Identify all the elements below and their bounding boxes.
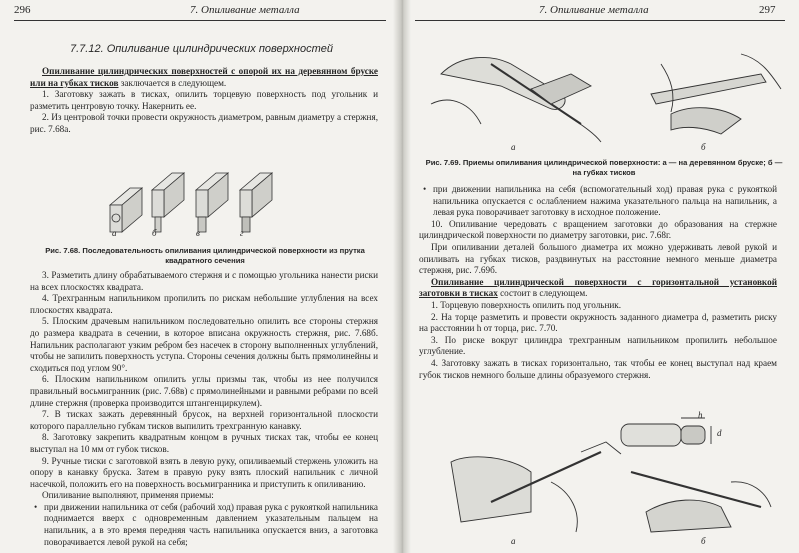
book-gutter [393,0,411,553]
step-7: 7. В тисках зажать деревянный брусок, на верхней горизонтальной плоскости которого параллельно губкам тисков выпилить трехгранную канавку. [30,409,378,431]
page-number-left: 296 [14,4,31,16]
vise-step-3: 3. По риске вокруг цилиндра трехгранным напильником пропилить небольшое углубление. [419,334,777,357]
left-page [0,0,393,553]
step-2: 2. Из центровой точки провести окружность диаметром, равным диаметру а стержня, рис. 7.68а. [30,112,378,134]
step-4: 4. Трехгранным напильником пропилить по рискам небольшие углубления на всех плоскостях квадрата. [30,293,378,315]
figure-7-68-caption: Рис. 7.68. Последовательность опиливания цилиндрической поверхности из прутка квадратного сечения [45,246,365,265]
intro-rest: заключается в следующем. [118,77,227,88]
intro-bold: Опиливание цилиндрических поверхностей с опорой их на деревянном бруске или на губках тисков [30,66,378,88]
header-rule-right [415,20,785,21]
bullet-return-stroke: • при движении напильника на себя (вспомогательный ход) правая рука с рукояткой напильника опускается с ослаблением нажима указательного пальца на напильник, а левая рука поворачивает заготовку в исходное положение. [419,184,777,219]
steps-text [30,270,378,548]
running-header-right: 7. Опиливание металла [539,4,649,16]
large-diameter-note: При опиливании деталей большого диаметра их можно удерживать левой рукой и опиливать на губках тисков, раздвинутых на расстояние немного меньше диаметра стержня, рис. 7.69б. [419,241,777,276]
right-text [419,184,777,381]
step-6: 6. Плоским напильником опилить углы призмы так, чтобы из нее получился правильный восьмигранник (рис. 7.68в) с прямолинейными и равными ребрами по всей длине стержня (проверка производится штангенциркулем). [30,374,378,408]
figure-7-69-caption: Рис. 7.69. Приемы опиливания цилиндрической поверхности: а — на деревянном бруске; б — на губках тисков [425,158,783,177]
step-10: 10. Опиливание чередовать с вращением заготовки до образования на стержне цилиндрической поверхности по диаметру заготовки, рис. 7.68г. [419,218,777,241]
vise-step-4: 4. Заготовку зажать в тисках горизонтально, так чтобы ее конец выступал над краем губок тисков немного больше длины образуемого стержня. [419,357,777,380]
fig69-label-b: б [701,142,706,152]
vise-step-1: 1. Торцевую поверхность опилить под угольник. [431,299,622,310]
fig70-label-b: б [701,536,706,546]
fig70-label-d: d [717,428,722,438]
fig-label-b: б [152,228,157,238]
figure-7-70 [431,412,781,542]
section-title: 7.7.12. Опиливание цилиндрических поверхностей [70,43,333,55]
intro2-rest: состоит в следующем. [497,288,588,299]
step-1: 1. Заготовку зажать в тисках, опилить торцевую поверхность под угольник и разметить центровую точку. Накернить ее. [30,89,378,111]
fig69-label-a: а [511,142,516,152]
step-8: 8. Заготовку закрепить квадратным концом в ручных тисках так, чтобы ее конец выступал на 10 мм от губок тисков. [30,432,378,454]
step-5: 5. Плоским драчевым напильником последовательно опилить все стороны стержня до размера квадрата в сечении, в которое вписана окружность стержня, рис. 7.68б. Напильник располагают узким ребром без насечек в сторону выполненных углублений, чтобы не запилить поверхность уступа. Стороны сечения должны быть прямолинейны и сходиться под углом 90°. [30,316,378,373]
right-page [411,0,799,553]
fig-label-a: а [112,228,117,238]
fig70-label-h: h [698,410,703,420]
fig70-label-a: а [511,536,516,546]
intro-text [30,66,378,136]
page-number-right: 297 [759,4,776,16]
fig-label-d: г [240,228,244,238]
fig-label-c: в [196,228,200,238]
step-9: 9. Ручные тиски с заготовкой взять в левую руку, опиливаемый стержень уложить на опору в канавку бруска. Затем в правую руку взять плоский напильник с личной насечкой, положить его на поверхность восьмигранника и приступить к опиливанию. [30,455,378,489]
running-header-left: 7. Опиливание металла [190,4,300,16]
bullet-working-stroke: • при движении напильника от себя (рабочий ход) правая рука с рукояткой напильника поднимается вверх с одновременным давлением указательным пальцем на напильник, а в это время передняя часть напильника опускается вниз, а заготовка поворачивается левой рукой на себя; [30,502,378,548]
vise-step-2: 2. На торце разметить и провести окружность заданного диаметра d, разметить риску на расстоянии h от торца, рис. 7.70. [419,311,777,334]
step-3: 3. Разметить длину обрабатываемого стержня и с помощью угольника нанести риски на всех плоскостях квадрата. [30,270,378,292]
figure-7-69 [421,34,791,144]
techniques-intro: Опиливание выполняют, применяя приемы: [42,490,214,501]
figure-7-68 [100,160,290,240]
header-rule [14,20,386,21]
intro2-bold: Опиливание цилиндрической поверхности с горизонтальной установкой заготовки в тисках [419,276,777,299]
